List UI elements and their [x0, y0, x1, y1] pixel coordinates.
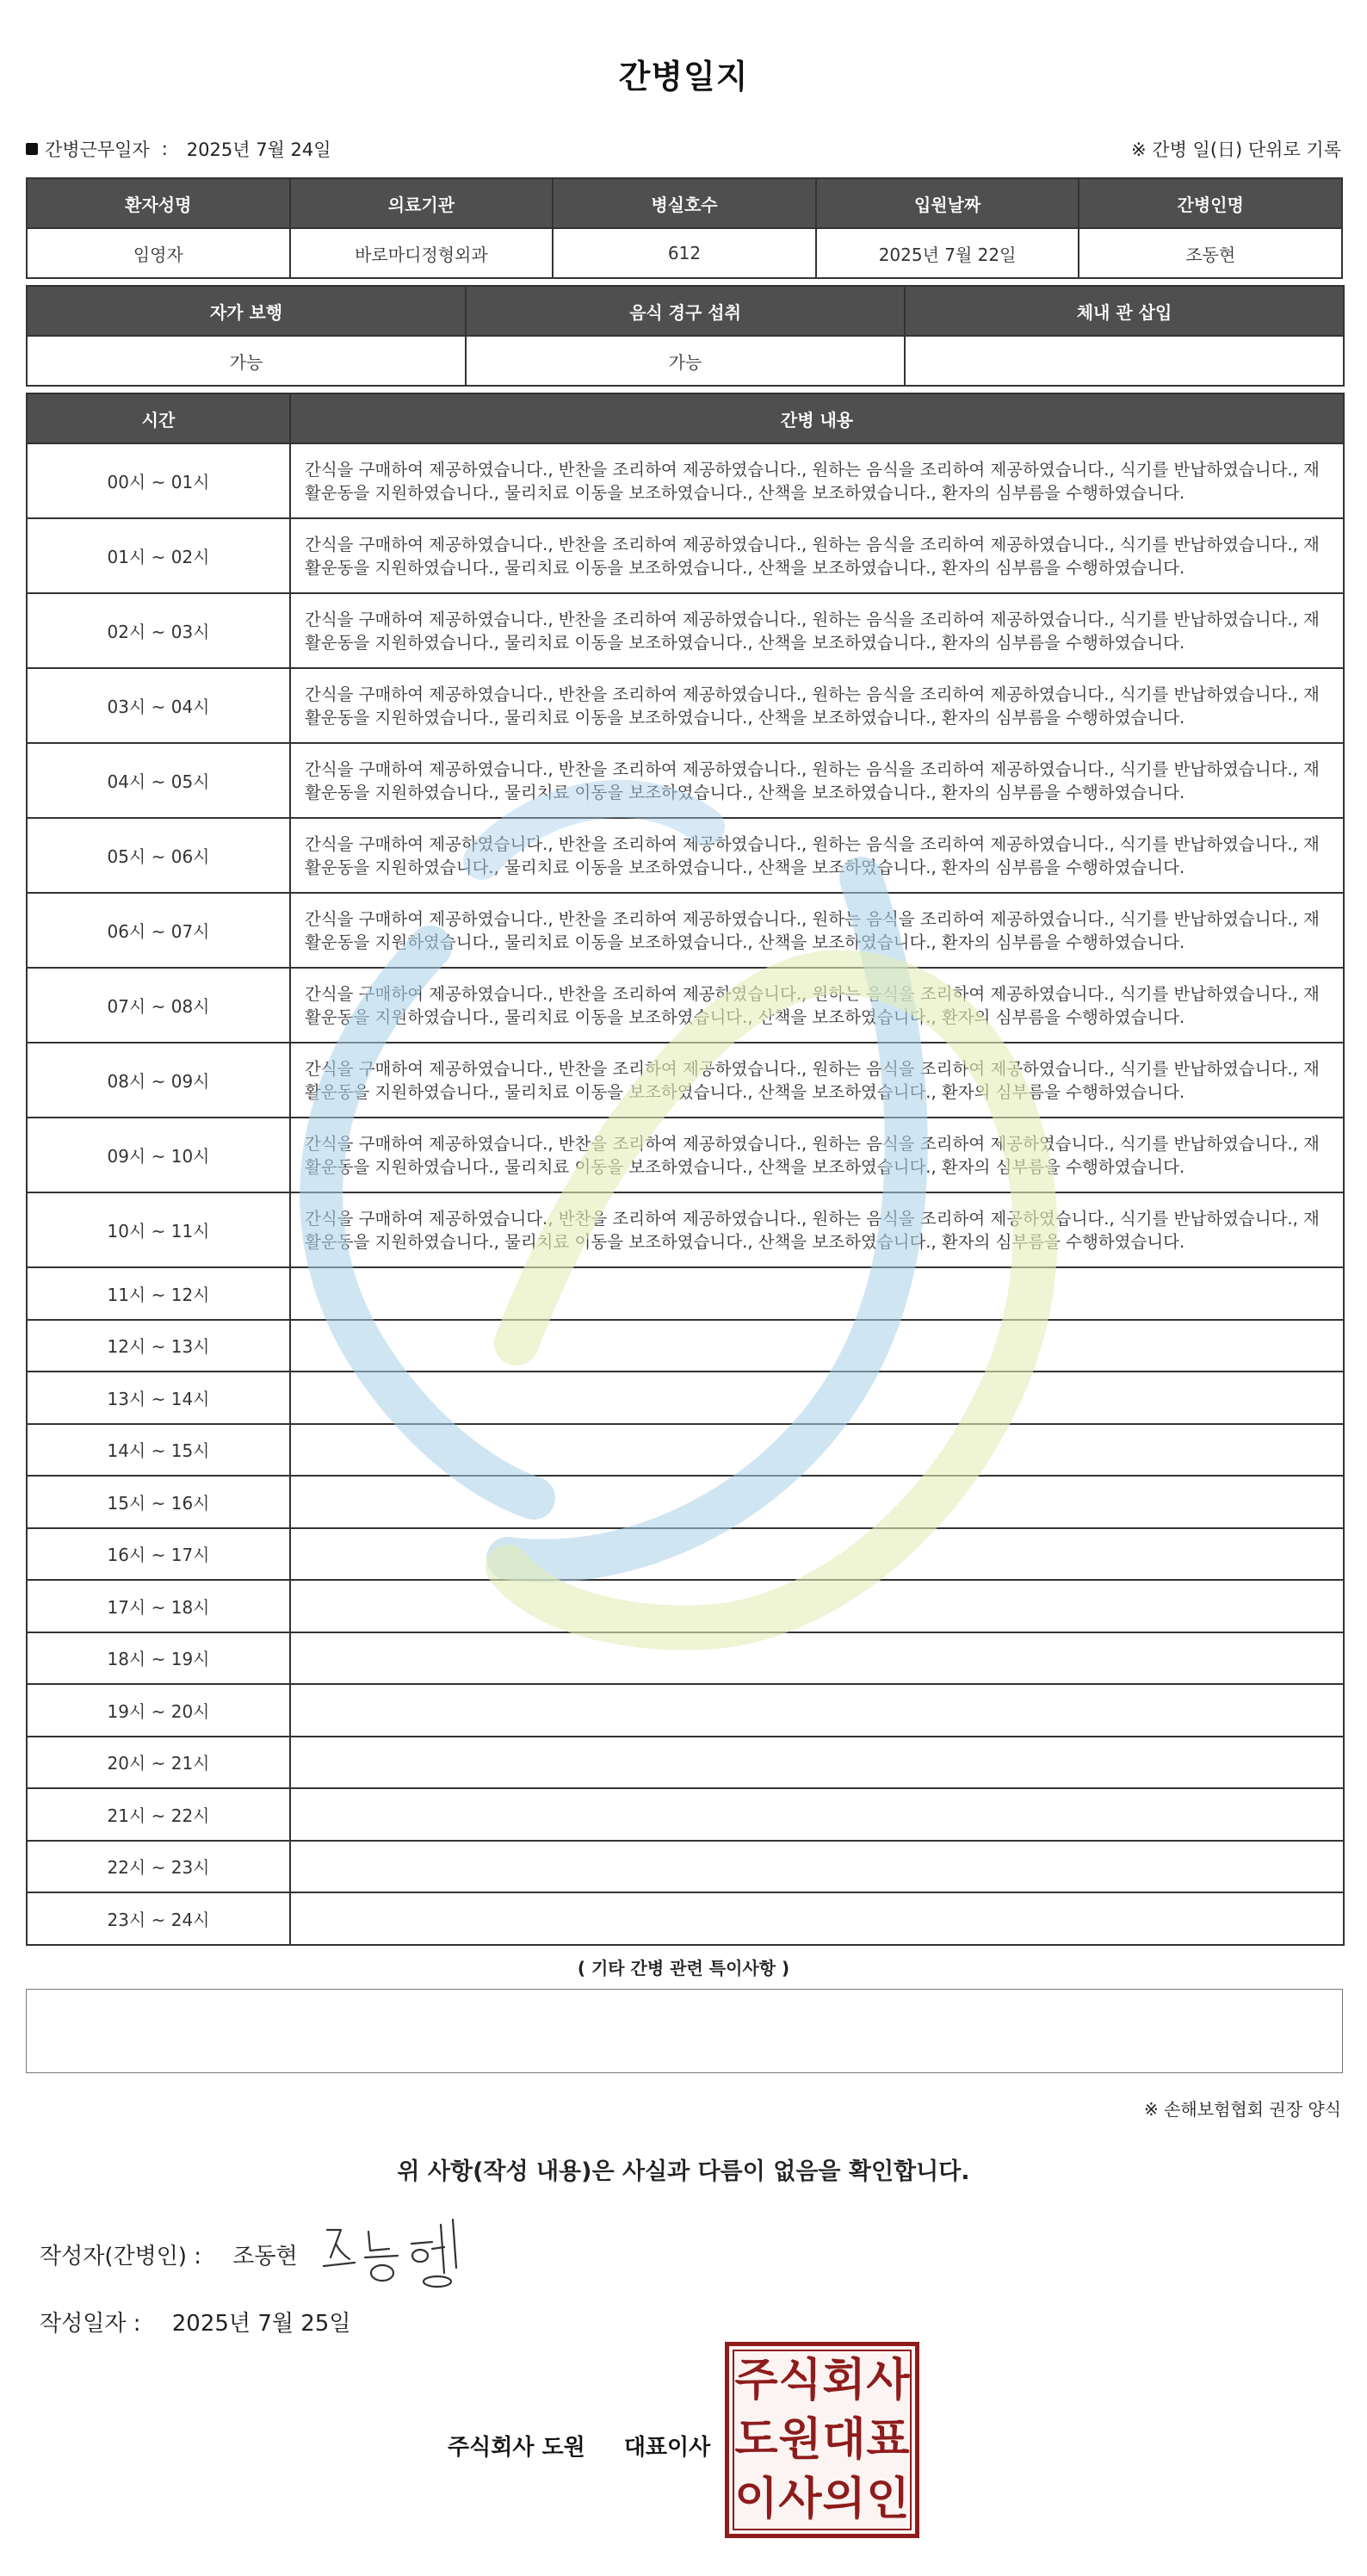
seal-character: 대 — [822, 2413, 866, 2466]
write-date-value: 2025년 7월 25일 — [171, 2311, 351, 2337]
care-content-cell — [290, 1528, 1344, 1581]
seal-character: 도 — [734, 2413, 778, 2466]
company-seal-characters — [733, 2350, 912, 2530]
document-title: 간병일지 — [618, 58, 749, 96]
table-row — [27, 743, 1344, 818]
time-slot-cell: 02시 ~ 03시 — [27, 593, 290, 668]
work-date-label: 간병근무일자 — [45, 139, 150, 160]
header-tube-insertion: 체내 관 삽입 — [905, 286, 1344, 336]
header-admission-date: 입원날짜 — [816, 178, 1079, 228]
self-walking-value: 가능 — [27, 336, 466, 386]
caregiver-name-value: 조동현 — [1079, 228, 1342, 278]
daily-record-note: ※ 간병 일(日) 단위로 기록 — [1131, 139, 1341, 160]
time-slot-cell: 22시 ~ 23시 — [27, 1841, 290, 1893]
room-number-value: 612 — [553, 228, 816, 278]
table-row — [27, 1737, 1344, 1789]
writer-label: 작성자(간병인) : — [40, 2244, 202, 2269]
table-row — [27, 893, 1344, 968]
care-content-cell — [290, 1892, 1344, 1945]
seal-character: 사 — [778, 2473, 822, 2525]
care-content-cell: 간식을 구매하여 제공하였습니다., 반찬을 조리하여 제공하였습니다., 원하는 음식을 조리하여 제공하였습니다., 식기를 반납하였습니다., 재활운동을 지원하였습니다., 물리치료 이동을 보조하였습니다., 산책을 보조하였습니다., 환자의 심부름을 수행하였습니다. — [290, 443, 1344, 518]
write-date-label: 작성일자 : — [40, 2311, 141, 2337]
time-slot-cell: 01시 ~ 02시 — [27, 518, 290, 593]
header-oral-intake: 음식 경구 섭취 — [466, 286, 905, 336]
care-content-cell: 간식을 구매하여 제공하였습니다., 반찬을 조리하여 제공하였습니다., 원하는 음식을 조리하여 제공하였습니다., 식기를 반납하였습니다., 재활운동을 지원하였습니다., 물리치료 이동을 보조하였습니다., 산책을 보조하였습니다., 환자의 심부름을 수행하였습니다. — [290, 668, 1344, 743]
care-content-cell: 간식을 구매하여 제공하였습니다., 반찬을 조리하여 제공하였습니다., 원하는 음식을 조리하여 제공하였습니다., 식기를 반납하였습니다., 재활운동을 지원하였습니다., 물리치료 이동을 보조하였습니다., 산책을 보조하였습니다., 환자의 심부름을 수행하였습니다. — [290, 968, 1344, 1043]
care-log-table — [26, 393, 1345, 1946]
time-slot-cell: 04시 ~ 05시 — [27, 743, 290, 818]
seal-character: 인 — [866, 2473, 910, 2525]
header-care-content: 간병 내용 — [290, 393, 1344, 443]
care-content-cell — [290, 1320, 1344, 1372]
care-content-cell — [290, 1788, 1344, 1841]
time-slot-cell: 07시 ~ 08시 — [27, 968, 290, 1043]
care-content-cell — [290, 1737, 1344, 1789]
care-content-cell — [290, 1267, 1344, 1320]
time-slot-cell: 14시 ~ 15시 — [27, 1424, 290, 1477]
seal-character: 식 — [778, 2355, 822, 2407]
writer-line — [40, 2239, 298, 2270]
care-content-cell: 간식을 구매하여 제공하였습니다., 반찬을 조리하여 제공하였습니다., 원하는 음식을 조리하여 제공하였습니다., 식기를 반납하였습니다., 재활운동을 지원하였습니다., 물리치료 이동을 보조하였습니다., 산책을 보조하였습니다., 환자의 심부름을 수행하였습니다. — [290, 1118, 1344, 1192]
table-row — [27, 1372, 1344, 1424]
patient-info-value-row — [27, 228, 1342, 278]
table-row — [27, 1267, 1344, 1320]
time-slot-cell: 03시 ~ 04시 — [27, 668, 290, 743]
care-content-cell: 간식을 구매하여 제공하였습니다., 반찬을 조리하여 제공하였습니다., 원하는 음식을 조리하여 제공하였습니다., 식기를 반납하였습니다., 재활운동을 지원하였습니다., 물리치료 이동을 보조하였습니다., 산책을 보조하였습니다., 환자의 심부름을 수행하였습니다. — [290, 743, 1344, 818]
time-slot-cell: 13시 ~ 14시 — [27, 1372, 290, 1424]
work-date-value: 2025년 7월 24일 — [186, 139, 331, 160]
header-hospital: 의료기관 — [290, 178, 554, 228]
time-slot-cell: 09시 ~ 10시 — [27, 1118, 290, 1192]
table-row — [27, 1476, 1344, 1528]
header-time: 시간 — [27, 393, 290, 443]
care-content-cell: 간식을 구매하여 제공하였습니다., 반찬을 조리하여 제공하였습니다., 원하는 음식을 조리하여 제공하였습니다., 식기를 반납하였습니다., 재활운동을 지원하였습니다., 물리치료 이동을 보조하였습니다., 산책을 보조하였습니다., 환자의 심부름을 수행하였습니다. — [290, 818, 1344, 893]
table-row — [27, 1192, 1344, 1267]
table-row — [27, 518, 1344, 593]
square-bullet-icon — [26, 143, 38, 155]
time-slot-cell: 20시 ~ 21시 — [27, 1737, 290, 1789]
table-row — [27, 1528, 1344, 1581]
header-patient-name: 환자성명 — [27, 178, 290, 228]
table-row — [27, 668, 1344, 743]
table-row — [27, 1892, 1344, 1945]
status-value-row — [27, 336, 1344, 386]
table-row — [27, 1043, 1344, 1118]
oral-intake-value: 가능 — [466, 336, 905, 386]
writer-name: 조동현 — [232, 2244, 298, 2269]
time-slot-cell: 11시 ~ 12시 — [27, 1267, 290, 1320]
header-self-walking: 자가 보행 — [27, 286, 466, 336]
time-slot-cell: 17시 ~ 18시 — [27, 1580, 290, 1632]
seal-character: 이 — [734, 2473, 778, 2525]
time-slot-cell: 06시 ~ 07시 — [27, 893, 290, 968]
patient-name-value: 임영자 — [27, 228, 290, 278]
special-notes-box — [26, 1989, 1343, 2073]
care-content-cell — [290, 1632, 1344, 1685]
patient-info-table — [26, 177, 1343, 279]
time-slot-cell: 21시 ~ 22시 — [27, 1788, 290, 1841]
table-row — [27, 818, 1344, 893]
patient-status-table — [26, 285, 1345, 387]
recommend-form-note: ※ 손해보험협회 권장 양식 — [1143, 2099, 1341, 2120]
time-slot-cell: 18시 ~ 19시 — [27, 1632, 290, 1685]
work-date-section — [26, 136, 331, 162]
care-content-cell — [290, 1580, 1344, 1632]
admission-date-value: 2025년 7월 22일 — [816, 228, 1079, 278]
confirmation-statement: 위 사항(작성 내용)은 사실과 다름이 없음을 확인합니다. — [397, 2158, 970, 2185]
special-notes-title: ( 기타 간병 관련 특이사항 ) — [577, 1958, 790, 1978]
table-row — [27, 1320, 1344, 1372]
care-content-cell — [290, 1372, 1344, 1424]
time-slot-cell: 10시 ~ 11시 — [27, 1192, 290, 1267]
table-row — [27, 1424, 1344, 1477]
work-date-colon: : — [161, 139, 168, 159]
care-content-cell: 간식을 구매하여 제공하였습니다., 반찬을 조리하여 제공하였습니다., 원하는 음식을 조리하여 제공하였습니다., 식기를 반납하였습니다., 재활운동을 지원하였습니다., 물리치료 이동을 보조하였습니다., 산책을 보조하였습니다., 환자의 심부름을 수행하였습니다. — [290, 893, 1344, 968]
hospital-value: 바로마디정형외과 — [290, 228, 554, 278]
time-slot-cell: 00시 ~ 01시 — [27, 443, 290, 518]
company-line — [448, 2430, 710, 2461]
seal-character: 표 — [866, 2413, 910, 2466]
time-slot-cell: 19시 ~ 20시 — [27, 1684, 290, 1737]
header-caregiver-name: 간병인명 — [1079, 178, 1342, 228]
care-content-cell: 간식을 구매하여 제공하였습니다., 반찬을 조리하여 제공하였습니다., 원하는 음식을 조리하여 제공하였습니다., 식기를 반납하였습니다., 재활운동을 지원하였습니다., 물리치료 이동을 보조하였습니다., 산책을 보조하였습니다., 환자의 심부름을 수행하였습니다. — [290, 593, 1344, 668]
care-content-cell — [290, 1476, 1344, 1528]
time-slot-cell: 15시 ~ 16시 — [27, 1476, 290, 1528]
care-content-cell: 간식을 구매하여 제공하였습니다., 반찬을 조리하여 제공하였습니다., 원하는 음식을 조리하여 제공하였습니다., 식기를 반납하였습니다., 재활운동을 지원하였습니다., 물리치료 이동을 보조하였습니다., 산책을 보조하였습니다., 환자의 심부름을 수행하였습니다. — [290, 1192, 1344, 1267]
table-row — [27, 1580, 1344, 1632]
tube-insertion-value — [905, 336, 1344, 386]
time-slot-cell: 16시 ~ 17시 — [27, 1528, 290, 1581]
header-room-number: 병실호수 — [553, 178, 816, 228]
seal-character: 사 — [866, 2355, 910, 2407]
time-slot-cell: 23시 ~ 24시 — [27, 1892, 290, 1945]
table-row — [27, 1788, 1344, 1841]
care-content-cell — [290, 1841, 1344, 1893]
care-content-cell: 간식을 구매하여 제공하였습니다., 반찬을 조리하여 제공하였습니다., 원하는 음식을 조리하여 제공하였습니다., 식기를 반납하였습니다., 재활운동을 지원하였습니다., 물리치료 이동을 보조하였습니다., 산책을 보조하였습니다., 환자의 심부름을 수행하였습니다. — [290, 518, 1344, 593]
seal-character: 원 — [778, 2413, 822, 2466]
status-header-row — [27, 286, 1344, 336]
company-seal-stamp — [725, 2342, 919, 2538]
seal-character: 주 — [734, 2355, 778, 2407]
care-content-cell: 간식을 구매하여 제공하였습니다., 반찬을 조리하여 제공하였습니다., 원하는 음식을 조리하여 제공하였습니다., 식기를 반납하였습니다., 재활운동을 지원하였습니다., 물리치료 이동을 보조하였습니다., 산책을 보조하였습니다., 환자의 심부름을 수행하였습니다. — [290, 1043, 1344, 1118]
time-slot-cell: 12시 ~ 13시 — [27, 1320, 290, 1372]
table-row — [27, 1632, 1344, 1685]
patient-info-header-row — [27, 178, 1342, 228]
care-content-cell — [290, 1684, 1344, 1737]
table-row — [27, 593, 1344, 668]
company-name: 주식회사 도원 — [448, 2435, 585, 2461]
company-ceo-title: 대표이사 — [623, 2435, 711, 2461]
table-row — [27, 1118, 1344, 1192]
handwritten-signature-icon — [319, 2213, 491, 2290]
care-content-cell — [290, 1424, 1344, 1477]
time-slot-cell: 08시 ~ 09시 — [27, 1043, 290, 1118]
seal-character: 회 — [822, 2355, 866, 2407]
seal-character: 의 — [822, 2473, 866, 2525]
care-log-header-row — [27, 393, 1344, 443]
write-date-line — [40, 2306, 350, 2338]
table-row — [27, 968, 1344, 1043]
table-row — [27, 1841, 1344, 1893]
table-row — [27, 443, 1344, 518]
table-row — [27, 1684, 1344, 1737]
time-slot-cell: 05시 ~ 06시 — [27, 818, 290, 893]
meta-row — [26, 136, 1341, 162]
